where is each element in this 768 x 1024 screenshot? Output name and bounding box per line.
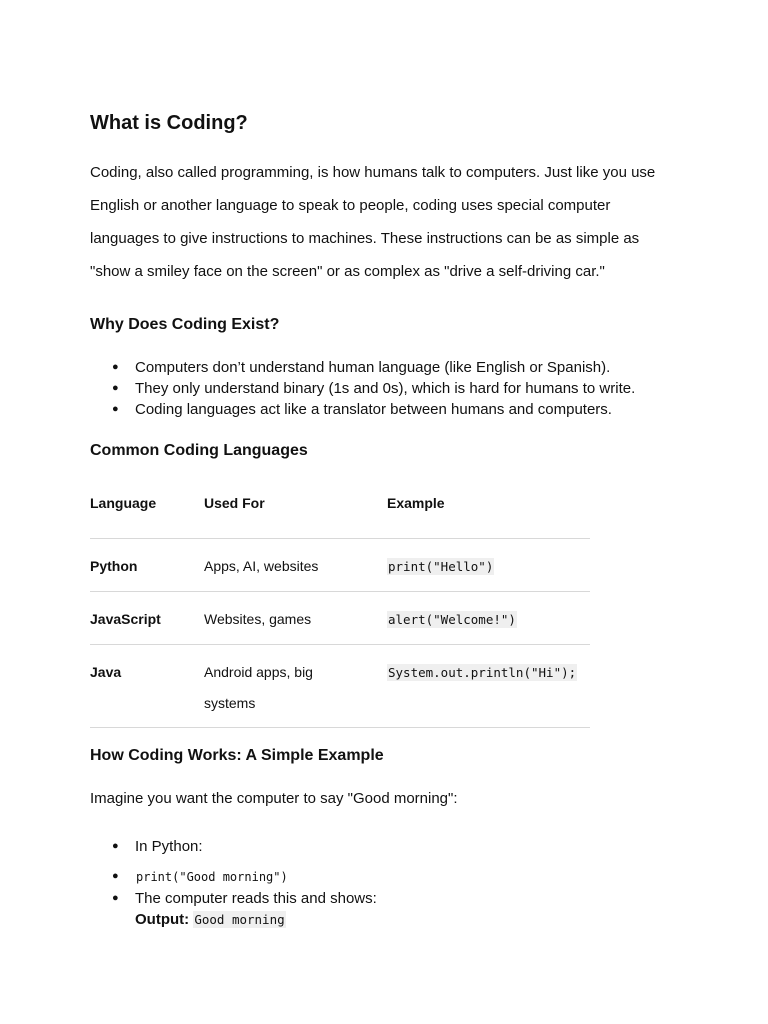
list-item: ● They only understand binary (1s and 0s), which is hard for humans to write.: [90, 378, 635, 399]
column-header-example: Example: [387, 495, 445, 511]
table-row: [90, 592, 590, 645]
intro-line: languages to give instructions to machines. These instructions can be as simple as: [90, 230, 640, 247]
intro-paragraph: [90, 156, 680, 288]
example-cell: [387, 657, 597, 688]
used-for-cell: [204, 604, 334, 635]
language-cell: Java: [90, 664, 122, 680]
example-code: System.out.println("Hi");: [388, 665, 577, 680]
why-list: [90, 357, 635, 420]
languages-table: [90, 484, 590, 728]
why-heading: Why Does Coding Exist?: [90, 316, 280, 333]
list-item: ● In Python:: [90, 836, 203, 857]
list-item: [90, 888, 377, 930]
list-item: [90, 866, 377, 888]
table-row: [90, 645, 590, 728]
intro-line: English or another language to speak to people, coding uses special computer: [90, 197, 611, 214]
list-item: ● Coding languages act like a translator between humans and computers.: [90, 399, 635, 420]
example-cell: [387, 604, 597, 635]
example-code: print("Hello"): [388, 559, 494, 574]
list-item: ● Computers don’t understand human language (like English or Spanish).: [90, 357, 635, 378]
example-lead: Imagine you want the computer to say "Good morning":: [90, 790, 458, 807]
example-code: alert("Welcome!"): [388, 612, 516, 627]
column-header-language: Language: [90, 495, 157, 511]
list-item-text: The computer reads this and shows:: [135, 890, 377, 907]
used-for-line: systems: [204, 695, 256, 711]
output-label: Output:: [135, 911, 190, 928]
used-for-line: Websites, games: [204, 611, 312, 627]
intro-line: "show a smiley face on the screen" or as complex as "drive a self-driving car.": [90, 263, 605, 280]
language-cell: Python: [90, 558, 138, 574]
column-header-used-for: Used For: [204, 495, 265, 511]
languages-heading: Common Coding Languages: [90, 442, 308, 459]
intro-line: Coding, also called programming, is how humans talk to computers. Just like you use: [90, 164, 656, 181]
table-row: [90, 539, 590, 592]
page-title: What is Coding?: [90, 112, 248, 134]
used-for-line: Android apps, big: [204, 664, 313, 680]
output-value: Good morning: [194, 912, 285, 927]
language-cell: JavaScript: [90, 611, 161, 627]
example-cell: [387, 551, 597, 582]
example-list-2: [90, 866, 377, 930]
used-for-cell: [204, 657, 334, 719]
example-heading: How Coding Works: A Simple Example: [90, 747, 384, 764]
used-for-cell: [204, 551, 334, 582]
table-header-row: [90, 484, 590, 539]
example-list-1: [90, 836, 203, 857]
code-snippet: print("Good morning"): [136, 870, 288, 884]
used-for-line: Apps, AI, websites: [204, 558, 319, 574]
